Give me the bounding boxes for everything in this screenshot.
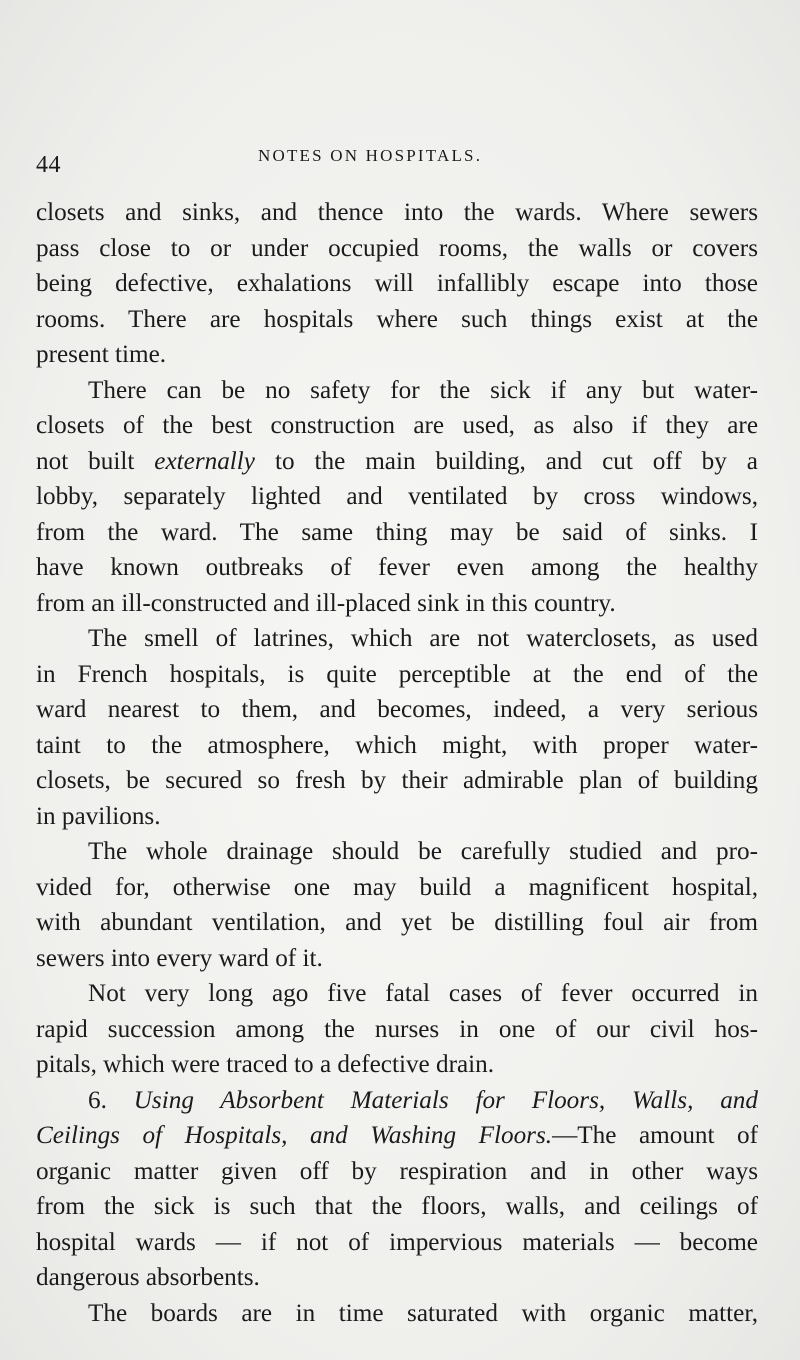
body-text bbox=[36, 195, 758, 1331]
text-run: —The amount of bbox=[552, 1122, 758, 1149]
text-line bbox=[36, 621, 758, 657]
text-line bbox=[36, 337, 758, 373]
text-line bbox=[36, 302, 758, 338]
text-run: closets of the best construction are used, as also if they are bbox=[36, 412, 758, 439]
text-run: rapid succession among the nurses in one of our civil hos- bbox=[36, 1015, 758, 1043]
page-number: 44 bbox=[36, 152, 61, 178]
text-run: taint to the atmosphere, which might, with proper water- bbox=[36, 731, 758, 759]
text-run: present time. bbox=[36, 341, 167, 368]
text-run: not built bbox=[36, 447, 155, 475]
italic-text: externally bbox=[154, 447, 255, 475]
text-line bbox=[36, 763, 758, 799]
text-line bbox=[36, 586, 758, 622]
text-line bbox=[36, 692, 758, 728]
italic-text: Using Absorbent Materials for Floors, Walls, and bbox=[133, 1086, 758, 1114]
text-run: closets and sinks, and thence into the wards. Where sewers bbox=[36, 199, 758, 226]
text-run: from an ill-constructed and ill-placed sink in this country. bbox=[36, 589, 616, 617]
text-line bbox=[36, 373, 758, 409]
text-line bbox=[36, 657, 758, 693]
text-run: dangerous absorbents. bbox=[36, 1264, 260, 1291]
text-run: rooms. There are hospitals where such things exist at the bbox=[36, 305, 758, 333]
text-run: ward nearest to them, and becomes, indeed, a very serious bbox=[36, 696, 758, 723]
text-line bbox=[36, 231, 758, 267]
text-run: The smell of latrines, which are not waterclosets, as used bbox=[88, 625, 758, 652]
text-line bbox=[36, 479, 758, 515]
text-line bbox=[36, 728, 758, 764]
text-run: to the main building, and cut off by a bbox=[254, 447, 758, 475]
text-run: pitals, which were traced to a defective drain. bbox=[36, 1051, 495, 1078]
text-line bbox=[36, 195, 758, 231]
text-line bbox=[36, 1296, 758, 1332]
text-run: from the ward. The same thing may be said of sinks. I bbox=[36, 518, 758, 546]
text-line bbox=[36, 976, 758, 1012]
text-line bbox=[36, 1154, 758, 1190]
text-run: vided for, otherwise one may build a magnificent hospital, bbox=[36, 873, 758, 901]
text-line bbox=[36, 941, 758, 977]
text-run: organic matter given off by respiration and in other ways bbox=[36, 1157, 758, 1185]
text-line bbox=[36, 834, 758, 870]
text-run: 6. bbox=[88, 1086, 134, 1114]
text-run: from the sick is such that the floors, walls, and ceilings of bbox=[36, 1193, 758, 1220]
text-line bbox=[36, 444, 758, 480]
text-line bbox=[36, 1225, 758, 1261]
text-run: lobby, separately lighted and ventilated by cross windows, bbox=[36, 483, 758, 510]
text-run: hospital wards — if not of impervious materials — become bbox=[36, 1228, 758, 1256]
text-run: with abundant ventilation, and yet be distilling foul air from bbox=[36, 909, 758, 936]
text-run: closets, be secured so fresh by their admirable plan of building bbox=[36, 767, 758, 794]
italic-text: Ceilings of Hospitals, and Washing Floors. bbox=[36, 1122, 553, 1149]
text-run: in French hospitals, is quite perceptible at the end of the bbox=[36, 660, 758, 688]
text-run: pass close to or under occupied rooms, the walls or covers bbox=[36, 234, 758, 262]
text-run: There can be no safety for the sick if any but water- bbox=[88, 376, 758, 404]
text-run: being defective, exhalations will infallibly escape into those bbox=[36, 270, 758, 297]
text-line bbox=[36, 1012, 758, 1048]
page-header bbox=[36, 140, 766, 180]
text-run: Not very long ago five fatal cases of fever occurred in bbox=[88, 980, 758, 1007]
text-line bbox=[36, 1083, 758, 1119]
text-line bbox=[36, 799, 758, 835]
text-line bbox=[36, 550, 758, 586]
running-head: NOTES ON HOSPITALS. bbox=[258, 146, 483, 165]
text-line bbox=[36, 266, 758, 302]
text-run: sewers into every ward of it. bbox=[36, 944, 323, 972]
text-line bbox=[36, 1189, 758, 1225]
text-line bbox=[36, 1047, 758, 1083]
text-line bbox=[36, 870, 758, 906]
text-line bbox=[36, 1118, 758, 1154]
text-run: The boards are in time saturated with organic matter, bbox=[88, 1299, 758, 1327]
text-line bbox=[36, 905, 758, 941]
text-run: have known outbreaks of fever even among the healthy bbox=[36, 554, 758, 581]
text-run: The whole drainage should be carefully studied and pro- bbox=[88, 838, 758, 865]
text-run: in pavilions. bbox=[36, 802, 161, 830]
text-line bbox=[36, 408, 758, 444]
text-line bbox=[36, 1260, 758, 1296]
text-line bbox=[36, 515, 758, 551]
